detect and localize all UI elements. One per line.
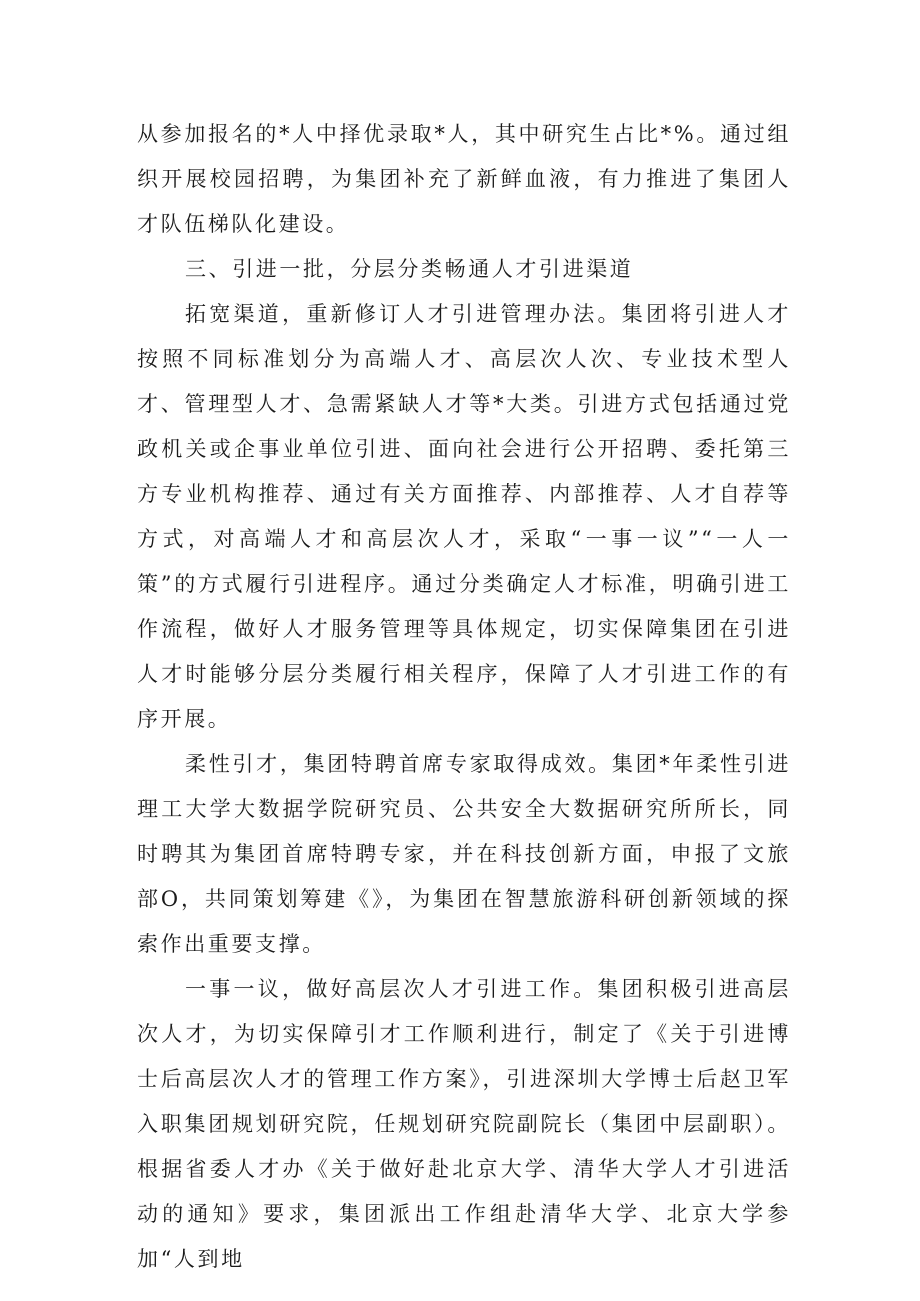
paragraph-high-level-talent: 一事一议，做好高层次人才引进工作。集团积极引进高层次人才，为切实保障引才工作顺利进行，制定了《关于引进博士后高层次人才的管理工作方案》，引进深圳大学博士后赵卫军入职集团规划研究院，任规划研究院副院长（集团中层副职）。根据省委人才办《关于做好赴北京大学、清华大学人才引进活动的通知》要求，集团派出工作组赴清华大学、北京大学参加“人到地 bbox=[137, 977, 791, 1271]
paragraph-flexible-talent: 柔性引才，集团特聘首席专家取得成效。集团*年柔性引进理工大学大数据学院研究员、公共安全大数据研究所所长，同时聘其为集团首席特聘专家，并在科技创新方面，申报了文旅部O，共同策划筹建《》，为集团在智慧旅游科研创新领域的探索作出重要支撑。 bbox=[137, 752, 791, 956]
paragraph-continuation: 从参加报名的*人中择优录取*人，其中研究生占比*%。通过组织开展校园招聘，为集团补充了新鲜血液，有力推进了集团人才队伍梯队化建设。 bbox=[137, 122, 791, 236]
section-heading-three: 三、引进一批，分层分类畅通人才引进渠道 bbox=[185, 257, 634, 281]
paragraph-channels: 拓宽渠道，重新修订人才引进管理办法。集团将引进人才按照不同标准划分为高端人才、高层次人次、专业技术型人才、管理型人才、急需紧缺人才等*大类。引进方式包括通过党政机关或企事业单位引进、面向社会进行公开招聘、委托第三方专业机构推荐、通过有关方面推荐、内部推荐、人才自荐等方式，对高端人才和高层次人才，采取“一事一议”“一人一策”的方式履行引进程序。通过分类确定人才标准，明确引进工作流程，做好人才服务管理等具体规定，切实保障集团在引进人才时能够分层分类履行相关程序，保障了人才引进工作的有序开展。 bbox=[137, 302, 791, 731]
document-body bbox=[137, 112, 791, 1282]
